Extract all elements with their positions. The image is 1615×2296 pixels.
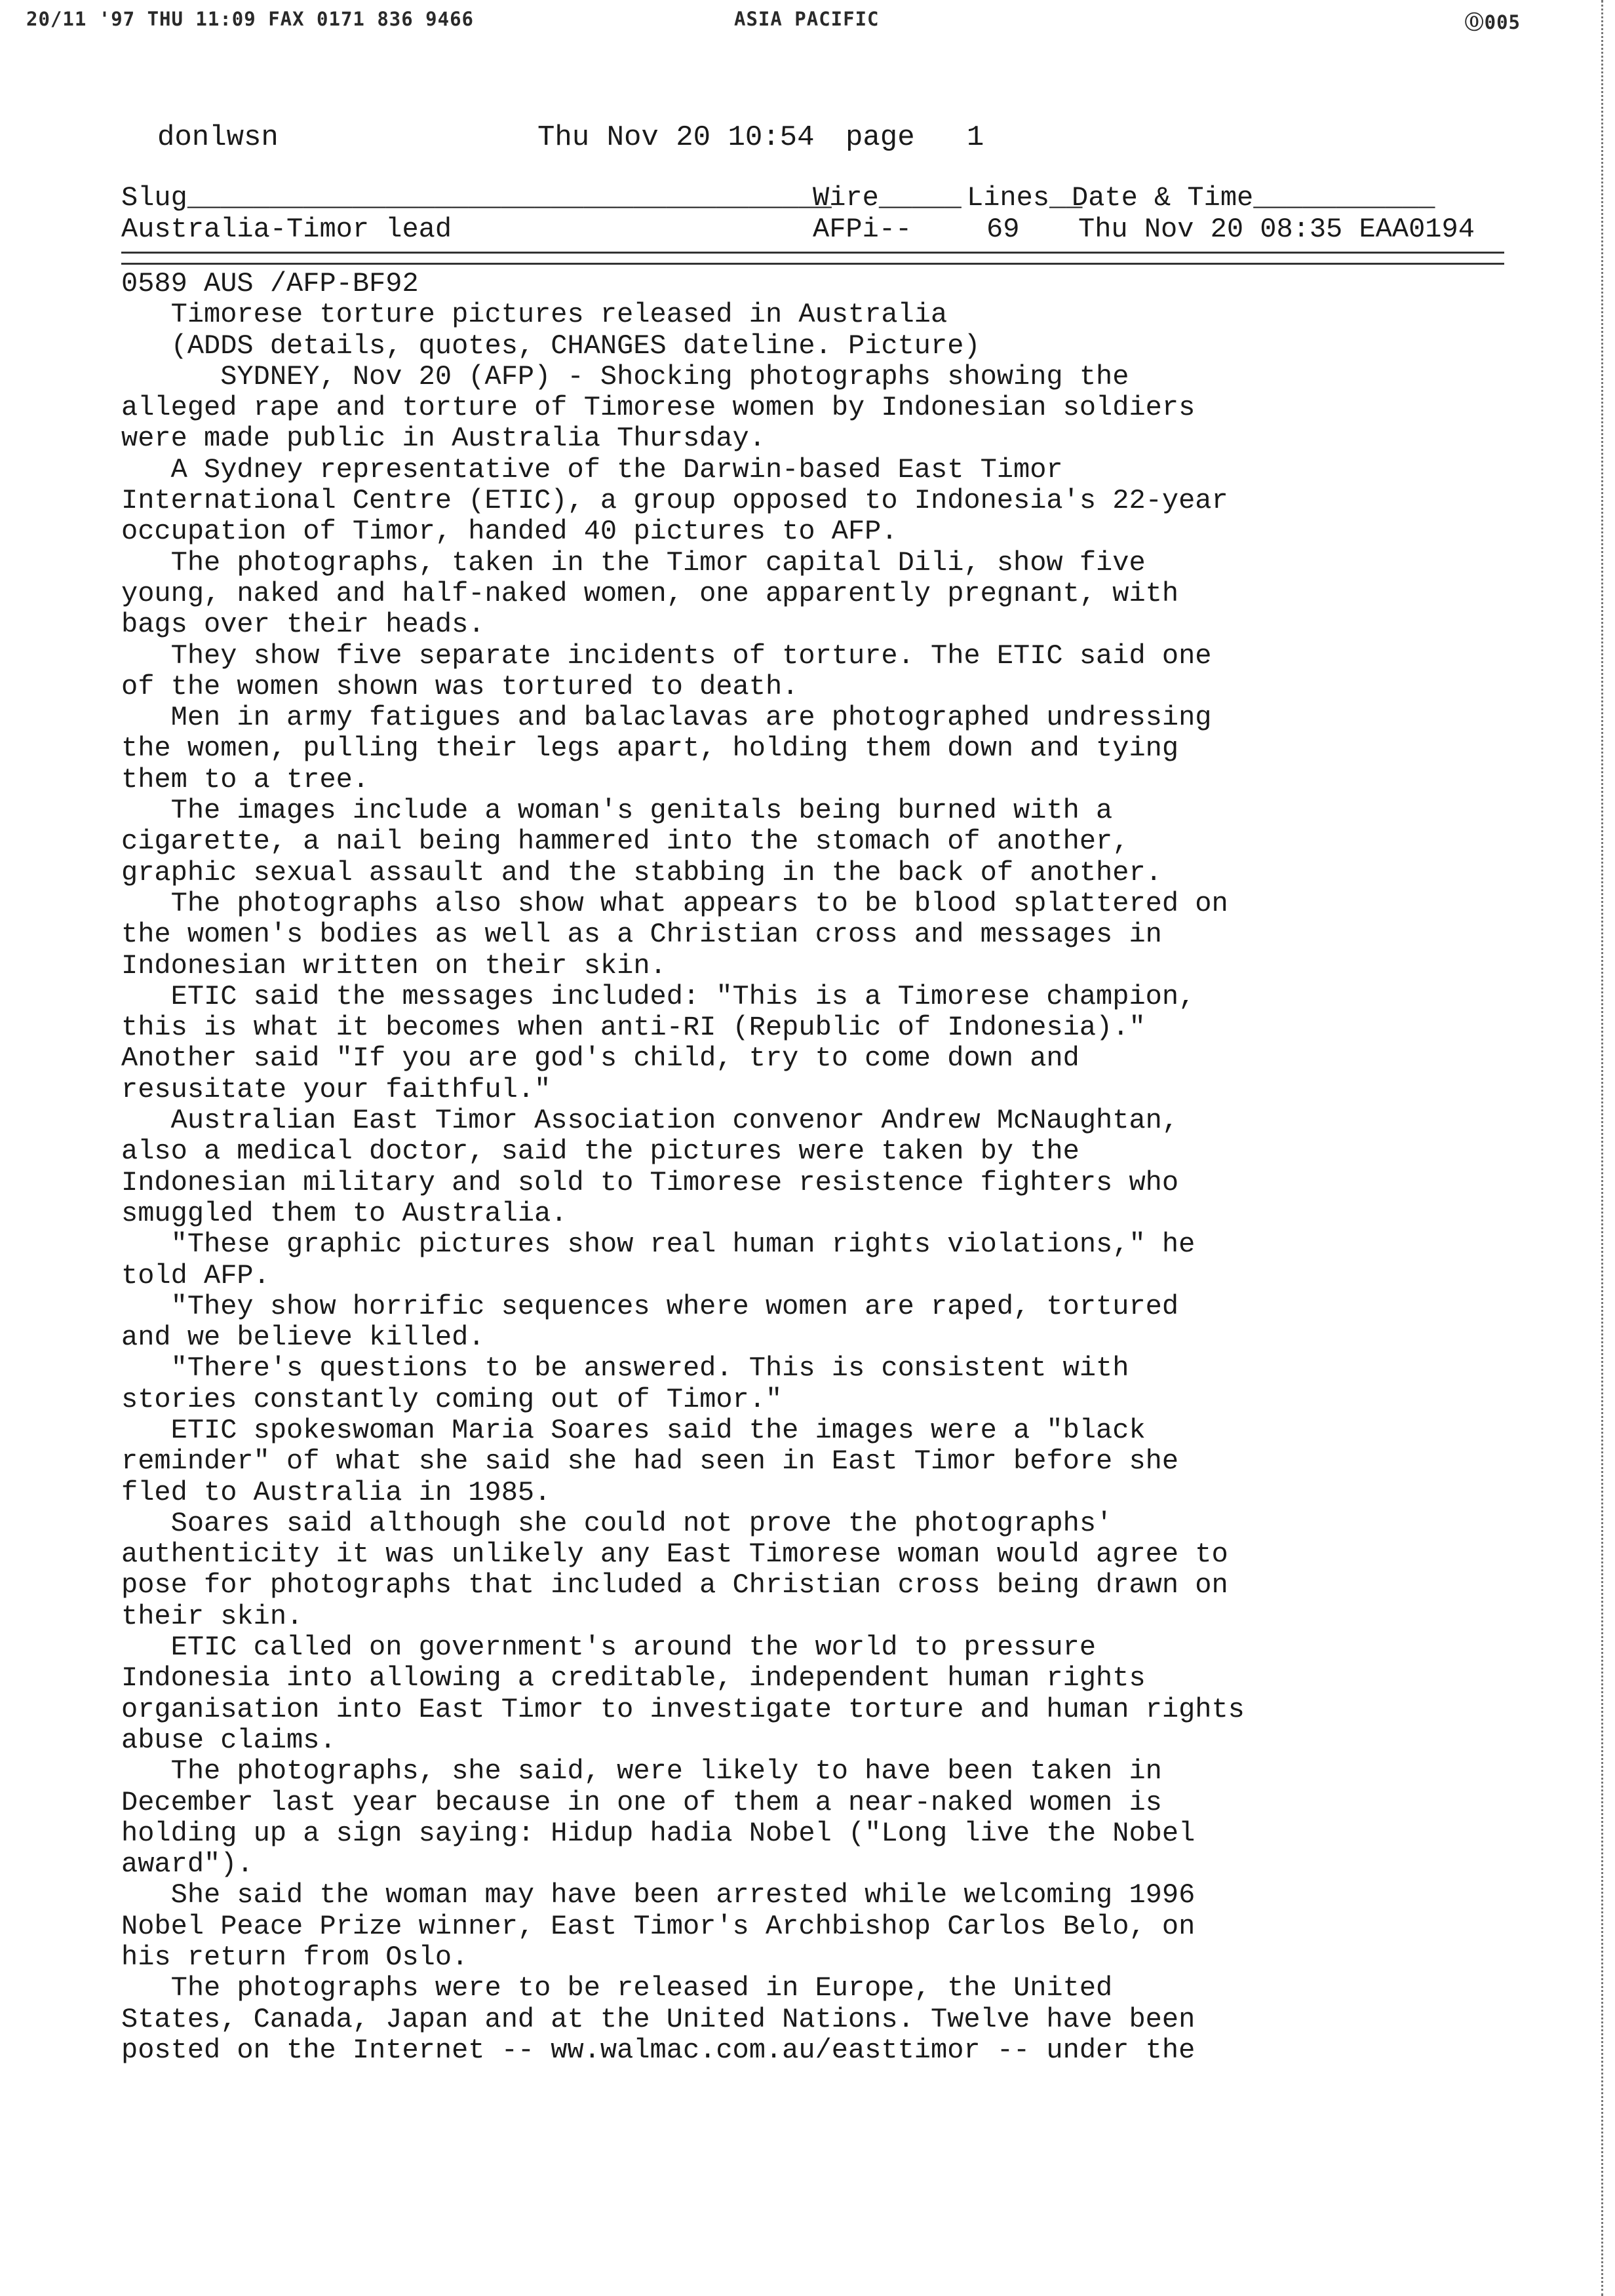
article-line: Indonesian military and sold to Timorese resistence fighters who <box>121 1166 1179 1198</box>
article-line: International Centre (ETIC), a group opposed to Indonesia's 22-year <box>121 485 1228 517</box>
date-time-header: Date & Time___________ <box>1072 182 1435 214</box>
slug-header: Slug_______________________________________ <box>121 182 832 214</box>
article-line: "These graphic pictures show real human rights violations," he <box>121 1229 1196 1261</box>
article-line: The photographs, she said, were likely to have been taken in <box>121 1755 1162 1788</box>
fax-page-number: ⓪005 <box>1464 11 1521 33</box>
article-line: abuse claims. <box>121 1724 336 1756</box>
article-line: The photographs, taken in the Timor capital Dili, show five <box>121 546 1146 579</box>
article-line: also a medical doctor, said the pictures were taken by the <box>121 1136 1080 1168</box>
article-line: fled to Australia in 1985. <box>121 1476 551 1508</box>
article-line: A Sydney representative of the Darwin-based East Timor <box>121 453 1063 486</box>
slug-table-value-row <box>121 214 1504 245</box>
article-line: of the women shown was tortured to death. <box>121 670 799 702</box>
slug-table-header-row <box>121 182 1504 214</box>
wire-header: Wire_____ <box>813 182 962 214</box>
article-line: the women, pulling their legs apart, holding them down and tying <box>121 733 1179 765</box>
date-time-value: Thu Nov 20 08:35 EAA0194 <box>1078 214 1475 245</box>
slug-table <box>121 182 1504 245</box>
article-line: Australian East Timor Association convenor Andrew McNaughtan, <box>121 1105 1179 1137</box>
article-line: this is what it becomes when anti-RI (Republic of Indonesia)." <box>121 1012 1146 1044</box>
article-line: Another said "If you are god's child, try to come down and <box>121 1043 1080 1075</box>
article-line: occupation of Timor, handed 40 pictures to AFP. <box>121 516 898 548</box>
article-line: Soares said although she could not prove the photographs' <box>121 1507 1113 1539</box>
article-line: They show five separate incidents of torture. The ETIC said one <box>121 640 1212 672</box>
wire-value: AFPi-- <box>813 214 912 245</box>
article-line: SYDNEY, Nov 20 (AFP) - Shocking photographs showing the <box>121 360 1129 392</box>
article-line: smuggled them to Australia. <box>121 1197 568 1229</box>
separator-rule <box>121 252 1504 265</box>
fax-transmission-info: 20/11 '97 THU 11:09 FAX 0171 836 9466 <box>26 8 475 30</box>
article-line: cigarette, a nail being hammered into the stomach of another, <box>121 826 1129 858</box>
article-line: States, Canada, Japan and at the United Nations. Twelve have been <box>121 2003 1196 2035</box>
article-line: The photographs also show what appears to be blood splattered on <box>121 887 1228 919</box>
article-line: bags over their heads. <box>121 609 485 641</box>
article-line: 0589 AUS /AFP-BF92 <box>121 268 419 299</box>
article-line: young, naked and half-naked women, one apparently pregnant, with <box>121 577 1179 609</box>
article-line: their skin. <box>121 1600 303 1632</box>
article-line: Timorese torture pictures released in Australia <box>121 299 948 331</box>
article-line: were made public in Australia Thursday. <box>121 423 766 455</box>
article-line: Men in army fatigues and balaclavas are photographed undressing <box>121 702 1212 734</box>
article-line: December last year because in one of them a near-naked women is <box>121 1786 1162 1818</box>
page-indicator: page 1 <box>846 121 984 154</box>
lines-value: 69 <box>986 214 1020 245</box>
article-line: Nobel Peace Prize winner, East Timor's Archbishop Carlos Belo, on <box>121 1910 1196 1942</box>
article-line: ETIC said the messages included: "This is a Timorese champion, <box>121 980 1196 1012</box>
article-line: authenticity it was unlikely any East Timorese woman would agree to <box>121 1539 1228 1571</box>
article-line: Indonesia into allowing a creditable, independent human rights <box>121 1662 1146 1694</box>
article-line: told AFP. <box>121 1259 270 1292</box>
article-line: his return from Oslo. <box>121 1942 469 1974</box>
article-line: ETIC called on government's around the world to pressure <box>121 1632 1097 1664</box>
article-line: alleged rape and torture of Timorese women by Indonesian soldiers <box>121 392 1196 424</box>
article-line: "There's questions to be answered. This is consistent with <box>121 1352 1129 1385</box>
fax-sender-name: ASIA PACIFIC <box>734 8 880 30</box>
article-line: She said the woman may have been arrested while welcoming 1996 <box>121 1879 1196 1911</box>
article-line: holding up a sign saying: Hidup hadia Nobel ("Long live the Nobel <box>121 1817 1196 1849</box>
print-date: Thu Nov 20 10:54 <box>537 121 815 154</box>
slug-value: Australia-Timor lead <box>121 214 452 245</box>
article-line: resusitate your faithful." <box>121 1073 551 1105</box>
article-line: ETIC spokeswoman Maria Soares said the images were a "black <box>121 1414 1146 1446</box>
article-line: posted on the Internet -- ww.walmac.com.au/easttimor -- under the <box>121 2034 1196 2066</box>
article-line: The images include a woman's genitals being burned with a <box>121 795 1113 827</box>
article-line: pose for photographs that included a Christian cross being drawn on <box>121 1569 1228 1601</box>
article-line: and we believe killed. <box>121 1322 485 1354</box>
article-line: organisation into East Timor to investigate torture and human rights <box>121 1693 1245 1725</box>
article-line: Indonesian written on their skin. <box>121 949 667 982</box>
fax-edge-mark <box>1597 0 1603 2296</box>
article-body <box>121 269 1524 2066</box>
article-line: them to a tree. <box>121 763 370 795</box>
lines-header: Lines__ <box>967 182 1083 214</box>
article-line: stories constantly coming out of Timor." <box>121 1383 783 1415</box>
article-line: the women's bodies as well as a Christian cross and messages in <box>121 919 1162 951</box>
user-id: donlwsn <box>157 121 279 154</box>
fax-header <box>26 8 1521 41</box>
article-line: award"). <box>121 1848 254 1881</box>
article-line: The photographs were to be released in Europe, the United <box>121 1972 1113 2004</box>
document-header <box>157 121 1009 161</box>
article-line: reminder" of what she said she had seen in East Timor before she <box>121 1445 1179 1478</box>
article-line: graphic sexual assault and the stabbing in the back of another. <box>121 856 1162 889</box>
article-line: (ADDS details, quotes, CHANGES dateline. Picture) <box>121 330 981 362</box>
article-line: "They show horrific sequences where women are raped, tortured <box>121 1290 1179 1322</box>
